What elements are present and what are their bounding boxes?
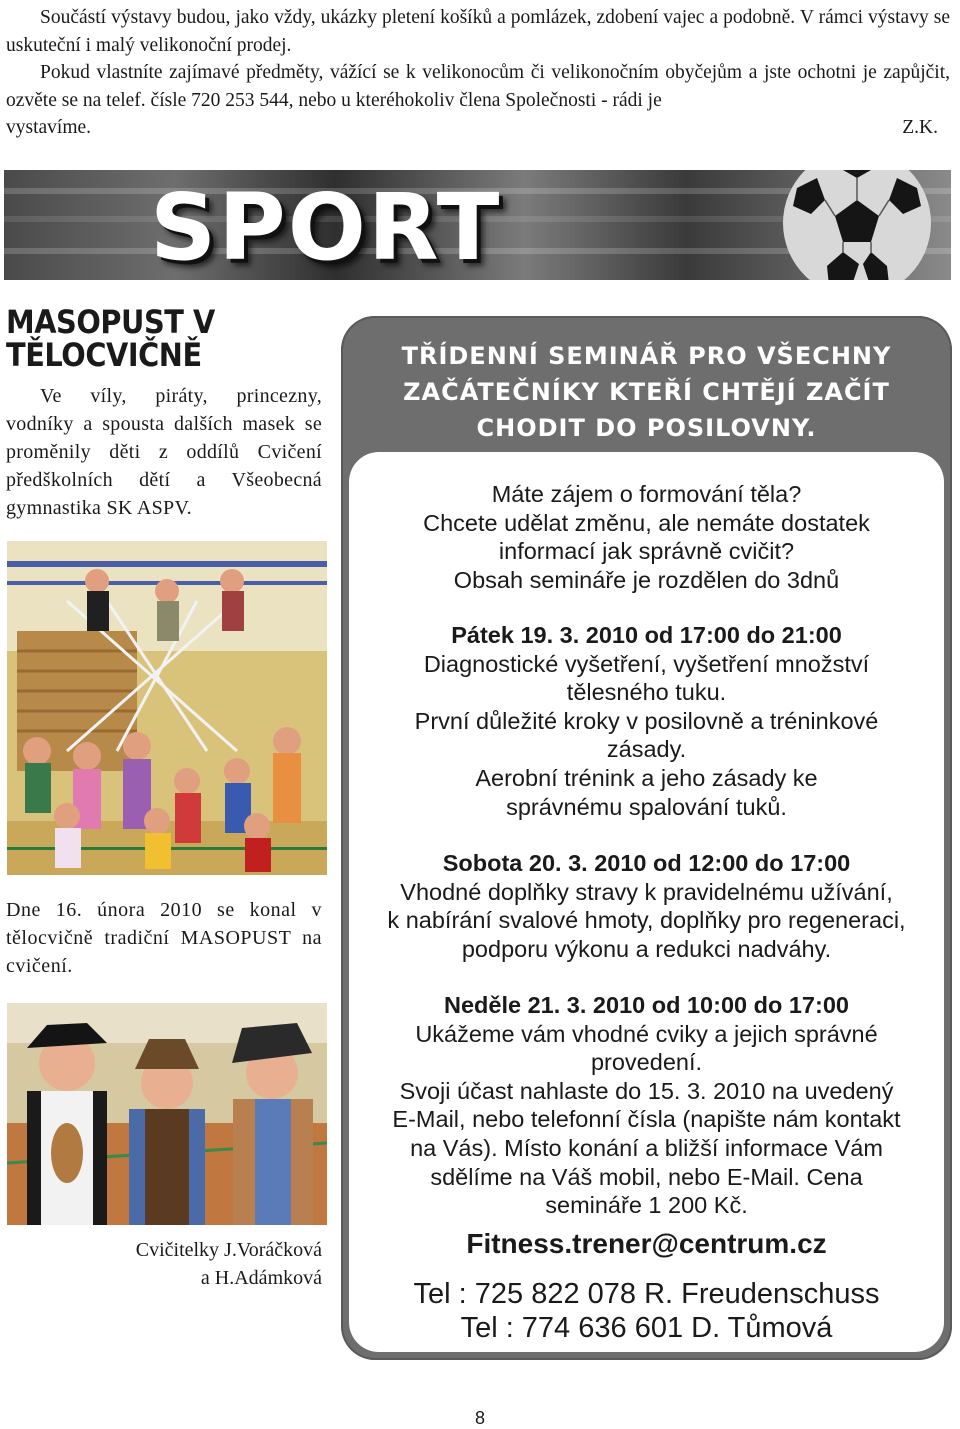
pirate-children-photo (7, 1003, 327, 1225)
intro-text (6, 4, 950, 142)
intro-paragraph-2: Pokud vlastníte zajímavé předměty, vážící se k velikonocům či velikonočním obyčejům a jste ochotni je zapůjčit, ozvěte se na telef. čísle 720 253 544, nebo u kteréhokoliv člena Společnosti - rádi je (6, 62, 950, 111)
day1-line: První důležité kroky v posilovně a tréninkové (414, 707, 879, 734)
signature: Z.K. (902, 117, 938, 138)
day2-section (341, 849, 952, 963)
day3-line: provedení. (590, 1049, 703, 1076)
seminar-header-line: TŘÍDENNÍ SEMINÁŘ PRO VŠECHNY (401, 342, 892, 370)
article-lead: Ve víly, piráty, princezny, vodníky a spousta dalších masek se proměnily děti z oddílů Cvičení předškolních dětí a Všeobecná gymnastika SK ASPV. (6, 385, 322, 519)
children-costumes-photo (7, 541, 327, 875)
day3-line: E-Mail, nebo telefonní čísla (napište nám kontakt (392, 1106, 901, 1133)
photo-caption (6, 1236, 322, 1292)
contact-phone-2: Tel : 774 636 601 D. Tůmová (460, 1312, 833, 1344)
seminar-header-line: CHODIT DO POSILOVNY. (476, 414, 817, 442)
day1-line: správnému spalování tuků. (506, 793, 787, 820)
article-title-line1: MASOPUST V (6, 303, 215, 341)
sport-banner (4, 170, 951, 280)
day3-line: sdělíme na Váš mobil, nebo E-Mail. Cena (430, 1163, 863, 1190)
caption-line-1: Cvičitelky J.Voráčková (135, 1239, 322, 1261)
contact-phone-1: Tel : 725 822 078 R. Freudenschuss (413, 1278, 880, 1310)
day1-line: tělesného tuku. (566, 679, 727, 706)
day1-line: Diagnostické vyšetření, vyšetření množství (423, 650, 870, 677)
banner-title: SPORT (150, 174, 502, 280)
seminar-header (341, 338, 952, 446)
intro-line: Obsah semináře je rozdělen do 3dnů (453, 566, 840, 593)
day3-section (341, 991, 952, 1220)
intro-end-text: vystavíme. (6, 117, 92, 138)
intro-line: Máte zájem o formování těla? (491, 481, 802, 507)
day3-line: Ukážeme vám vhodné cviky a jejich správné (415, 1020, 878, 1047)
day1-line: Aerobní trénink a jeho zásady ke (475, 764, 818, 791)
day3-line: na Vás). Místo konání a bližší informace Vám (410, 1134, 883, 1161)
article-description: Dne 16. února 2010 se konal v tělocvičně tradiční MASOPUST na cvičení. (6, 899, 322, 977)
day2-line: podporu výkonu a redukci nadváhy. (461, 935, 832, 962)
day3-line: semináře 1 200 Kč. (545, 1192, 748, 1219)
seminar-box (341, 316, 952, 1360)
day1-section (341, 621, 952, 821)
day1-line: zásady. (606, 736, 687, 763)
article-title (6, 303, 294, 374)
day2-line: k nabírání svalové hmoty, doplňky pro regeneraci, (387, 907, 906, 934)
day3-line: Svoji účast nahlaste do 15. 3. 2010 na uvedený (399, 1077, 894, 1104)
caption-line-2: a H.Adámková (200, 1267, 322, 1289)
intro-paragraph-1: Součástí výstavy budou, jako vždy, ukázky pletení košíků a pomlázek, zdobení vajec a podobně. V rámci výstavy se uskuteční i malý velikonoční prodej. (6, 7, 950, 56)
intro-paragraph-end (6, 114, 950, 142)
contact-email: Fitness.trener@centrum.cz (466, 1228, 827, 1259)
day2-heading: Sobota 20. 3. 2010 od 12:00 do 17:00 (442, 850, 851, 876)
intro-line: Chcete udělat změnu, ale nemáte dostatek (423, 509, 870, 536)
seminar-header-line: ZAČÁTEČNÍKY KTEŘÍ CHTĚJÍ ZAČÍT (403, 378, 890, 406)
day2-line: Vhodné doplňky stravy k pravidelnému užívání, (400, 878, 893, 905)
soccer-ball-image (767, 170, 947, 280)
intro-line: informací jak správně cvičit? (498, 538, 795, 565)
seminar-intro (341, 480, 952, 594)
page-number: 8 (474, 1408, 485, 1428)
day1-heading: Pátek 19. 3. 2010 od 17:00 do 21:00 (451, 622, 842, 648)
day3-heading: Neděle 21. 3. 2010 od 10:00 do 17:00 (444, 992, 849, 1018)
article-title-line2: TĚLOCVIČNĚ (6, 336, 202, 374)
